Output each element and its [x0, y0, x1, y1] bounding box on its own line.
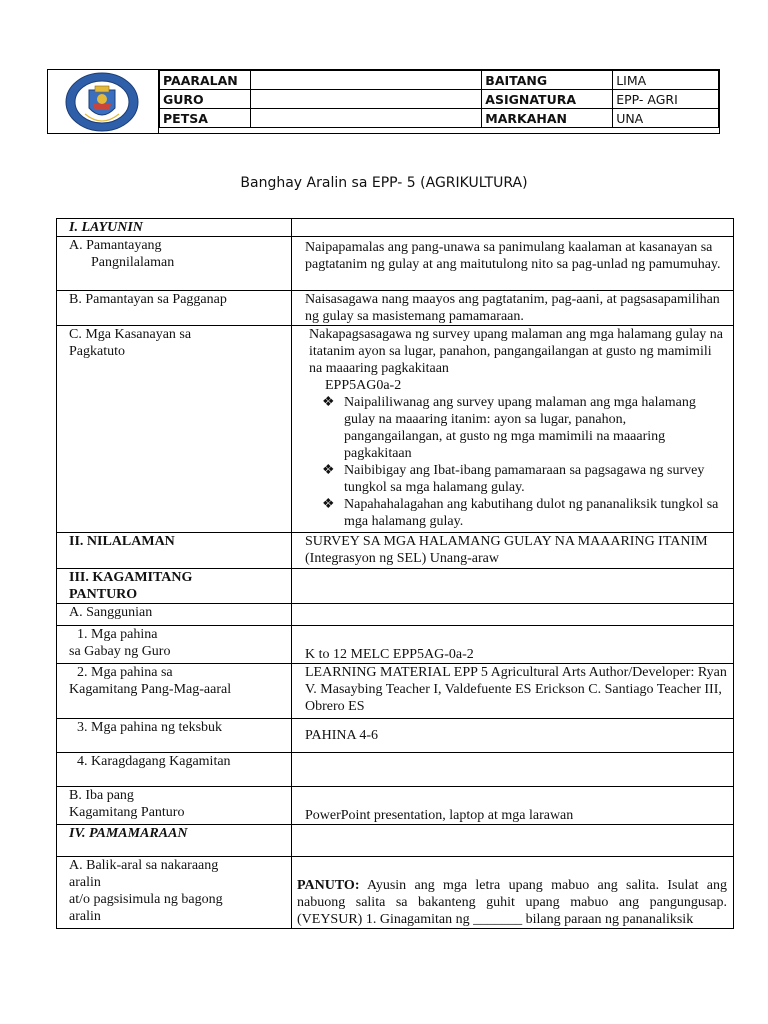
petsa-value: [250, 109, 481, 128]
pamantayan-sa-pagganap-label: B. Pamantayan sa Pagganap: [57, 291, 292, 326]
diamond-bullet-icon: ❖: [322, 395, 335, 410]
empty-cell: [292, 825, 734, 857]
label-line: A. Pamantayang: [69, 238, 162, 253]
kagamitang-mag-aaral-label: [57, 664, 292, 719]
table-row: [57, 533, 734, 569]
panuto-label: PANUTO:: [297, 878, 360, 893]
objectives-list: [309, 394, 727, 530]
iba-pang-kagamitan-value: PowerPoint presentation, laptop at mga larawan: [292, 787, 734, 825]
markahan-value: UNA: [613, 109, 719, 128]
section-layunin: I. LAYUNIN: [57, 219, 292, 237]
header-row: [160, 71, 719, 90]
asignatura-label: ASIGNATURA: [482, 90, 613, 109]
label-line: III. KAGAMITANG: [69, 570, 193, 585]
panuto-text: Ayusin ang mga letra upang mabuo ang salita. Isulat ang nabuong salita sa bakanteng guhit upang mabuo ang pangungusap. (VEYSUR) 1. Ginagamitan ng _______ bilang paraan ng pananaliksik: [297, 878, 727, 927]
table-row: [57, 753, 734, 787]
kasanayan-value: [292, 326, 734, 533]
header-box: [47, 69, 720, 134]
label-line: PANTURO: [69, 587, 138, 602]
table-row: [57, 604, 734, 626]
list-item: [322, 394, 727, 462]
label-line: C. Mga Kasanayan sa: [69, 327, 192, 342]
baitang-value: LIMA: [613, 71, 719, 90]
cell-text: SURVEY SA MGA HALAMANG GULAY NA MAAARING ITANIM: [305, 534, 708, 549]
paaralan-label: PAARALAN: [160, 71, 251, 90]
document-title: Banghay Aralin sa EPP- 5 (AGRIKULTURA): [240, 175, 528, 191]
label-line: 1. Mga pahina: [77, 627, 158, 642]
table-row: [57, 291, 734, 326]
guro-value: [250, 90, 481, 109]
objective-text: Naibibigay ang Ibat-ibang pamamaraan sa pagsagawa ng survey tungkol sa mga halamang gulay.: [344, 463, 705, 495]
label-line: Kagamitang Panturo: [69, 805, 185, 820]
label-line: Pagkatuto: [69, 344, 125, 359]
list-item: [322, 496, 727, 530]
header-row: [160, 109, 719, 128]
table-row: [57, 626, 734, 664]
table-row: [57, 237, 734, 291]
table-row: [57, 569, 734, 604]
pamantayan-sa-pagganap-value: Naisasagawa nang maayos ang pagtatanim, pag-aani, at pagsasapamilihan ng gulay sa masistemang pamamaraan.: [292, 291, 734, 326]
kasanayan-intro: Nakapagsasagawa ng survey upang malaman ang mga halamang gulay na itatanim ayon sa lugar, panahon, pangangailangan at gusto ng mamimili na maaaring pagkakitaan: [309, 327, 724, 376]
pamantayang-pangnilalaman-label: [57, 237, 292, 291]
header-row: [160, 90, 719, 109]
label-line: aralin: [69, 875, 101, 890]
table-row: [57, 857, 734, 929]
balik-aral-value: [292, 857, 734, 929]
table-row: [57, 719, 734, 753]
header-table: [159, 70, 719, 128]
paaralan-value: [250, 71, 481, 90]
empty-cell: [292, 219, 734, 237]
competency-code: EPP5AG0a-2: [325, 378, 402, 393]
list-item: [322, 462, 727, 496]
lesson-plan-table: [56, 218, 734, 929]
label-line: sa Gabay ng Guro: [69, 644, 171, 659]
table-row: [57, 326, 734, 533]
iba-pang-kagamitan-label: [57, 787, 292, 825]
kasanayan-label: [57, 326, 292, 533]
sanggunian-label: A. Sanggunian: [57, 604, 292, 626]
deped-seal-logo: [63, 72, 141, 132]
balik-aral-label: [57, 857, 292, 929]
markahan-label: MARKAHAN: [482, 109, 613, 128]
baitang-label: BAITANG: [482, 71, 613, 90]
kagamitang-mag-aaral-value: LEARNING MATERIAL EPP 5 Agricultural Arts Author/Developer: Ryan V. Masaybing Teacher I, Valdefuente ES Erickson C. Santiago Teacher III, Obrero ES: [292, 664, 734, 719]
pamantayang-pangnilalaman-value: [292, 237, 734, 291]
section-pamamaraan: IV. PAMAMARAAN: [57, 825, 292, 857]
teksbuk-value: PAHINA 4-6: [292, 719, 734, 753]
gabay-ng-guro-label: [57, 626, 292, 664]
petsa-label: PETSA: [160, 109, 251, 128]
table-row: [57, 664, 734, 719]
table-row: [57, 219, 734, 237]
objective-text: Napahahalagahan ang kabutihang dulot ng pananaliksik tungkol sa mga halamang gulay.: [344, 497, 719, 529]
label-line: Pangnilalaman: [91, 255, 175, 270]
label-line: B. Iba pang: [69, 788, 134, 803]
cell-text: Naipapamalas ang pang-unawa sa panimulang kaalaman at kasanayan sa pagtatanim ng gulay at ang maitutulong nito sa pag-unlad ng pamumuhay.: [305, 240, 721, 272]
table-row: [57, 825, 734, 857]
label-line: at/o pagsisimula ng bagong: [69, 892, 223, 907]
empty-cell: [292, 569, 734, 604]
guro-label: GURO: [160, 90, 251, 109]
cell-text: (Integrasyon ng SEL) Unang-araw: [305, 551, 499, 566]
nilalaman-value: [292, 533, 734, 569]
empty-cell: [292, 753, 734, 787]
label-line: A. Balik-aral sa nakaraang: [69, 858, 219, 873]
asignatura-value: EPP- AGRI: [613, 90, 719, 109]
logo-cell: [48, 70, 159, 133]
diamond-bullet-icon: ❖: [322, 497, 335, 512]
table-row: [57, 787, 734, 825]
gabay-ng-guro-value: K to 12 MELC EPP5AG-0a-2: [292, 626, 734, 664]
label-line: Kagamitang Pang-Mag-aaral: [69, 682, 232, 697]
label-line: 2. Mga pahina sa: [77, 665, 173, 680]
section-kagamitang-panturo: [57, 569, 292, 604]
label-line: aralin: [69, 909, 101, 924]
section-nilalaman: II. NILALAMAN: [57, 533, 292, 569]
karagdagang-kagamitan-label: 4. Karagdagang Kagamitan: [57, 753, 292, 787]
diamond-bullet-icon: ❖: [322, 463, 335, 478]
teksbuk-label: 3. Mga pahina ng teksbuk: [57, 719, 292, 753]
objective-text: Naipaliliwanag ang survey upang malaman ang mga halamang gulay na maaaring itanim: ayon sa lugar, panahon, pangangailangan, at gusto ng mga mamimili na maaaring pagkakitaan: [344, 395, 696, 461]
empty-cell: [292, 604, 734, 626]
